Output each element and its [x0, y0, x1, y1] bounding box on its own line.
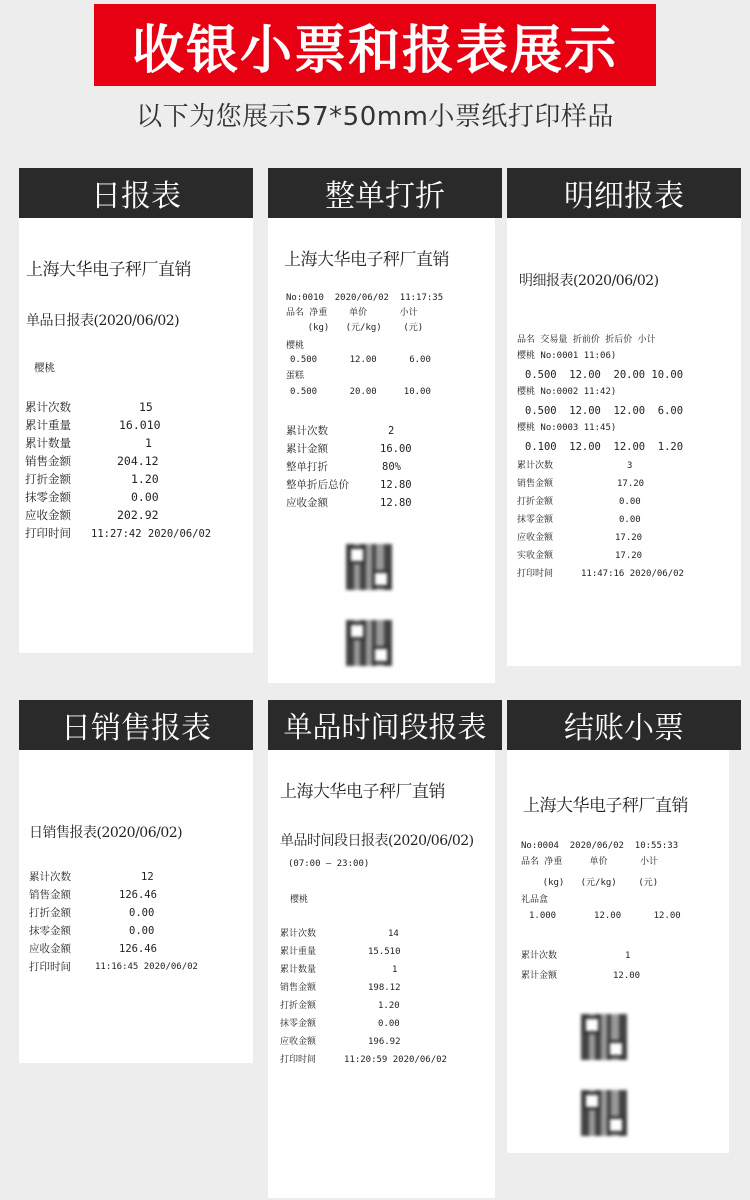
receipt-paper: [268, 750, 495, 1198]
card-daily-sales-report: [19, 700, 253, 1063]
row-value: 17.20: [617, 479, 645, 489]
item-values: 0.100 12.00 12.00 1.20: [525, 441, 684, 453]
shop-name: 上海大华电子秤厂直销: [284, 250, 449, 270]
row-label: 抹零金额: [29, 925, 71, 937]
print-time: 11:16:45 2020/06/02: [95, 962, 198, 972]
row-label: 打折金额: [29, 907, 71, 919]
row-label: 打折金额: [25, 472, 71, 486]
card-detail-report: [507, 168, 741, 666]
row-value: 12: [141, 871, 154, 883]
row-label: 应收金额: [517, 533, 554, 543]
row-label: 累计数量: [25, 436, 71, 450]
row-label: 累计次数: [286, 425, 328, 437]
row-value: 17.20: [615, 533, 643, 543]
order-number-line: No:0010 2020/06/02 11:17:35: [286, 293, 444, 303]
row-value: 204.12: [117, 454, 159, 468]
row-value: 196.92: [368, 1037, 401, 1047]
row-value: 12.80: [380, 479, 412, 491]
table-header: 品名 交易量 折前价 折后价 小计: [517, 335, 656, 345]
row-value: 16.00: [380, 443, 412, 455]
shop-name: 上海大华电子秤厂直销: [523, 796, 688, 816]
row-value: 2: [388, 425, 395, 437]
item-line: 樱桃 No:0001 11:06): [517, 351, 617, 361]
order-number-line: No:0004 2020/06/02 10:55:33: [521, 841, 679, 851]
row-label: 累计金额: [521, 971, 558, 981]
row-label: 累计金额: [286, 443, 328, 455]
row-value: 1: [392, 965, 398, 975]
item-name: 樱桃: [34, 362, 55, 374]
item-name: 蛋糕: [286, 371, 305, 381]
print-time: 11:47:16 2020/06/02: [581, 569, 684, 579]
table-header: 品名 净重 单价 小计: [286, 308, 418, 318]
row-value: 16.010: [119, 418, 161, 432]
row-value: 80%: [382, 461, 401, 473]
row-label: 销售金额: [29, 889, 71, 901]
table-header: 品名 净重 单价 小计: [521, 857, 659, 867]
row-value: 15.510: [368, 947, 401, 957]
row-label: 累计数量: [280, 965, 317, 975]
row-label: 打折金额: [517, 497, 554, 507]
receipt-paper: [19, 218, 253, 653]
card-order-discount: [268, 168, 502, 683]
row-value: 0.00: [619, 497, 641, 507]
row-label: 累计次数: [521, 951, 558, 961]
row-value: 0.00: [619, 515, 641, 525]
row-value: 0.00: [129, 925, 155, 937]
item-line: 樱桃 No:0002 11:42): [517, 387, 617, 397]
row-value: 126.46: [119, 889, 157, 901]
row-label: 累计次数: [25, 400, 71, 414]
row-value: 0.00: [131, 490, 159, 504]
table-header-units: (kg) (元/kg) (元): [286, 323, 424, 333]
row-value: 198.12: [368, 983, 401, 993]
row-label: 销售金额: [280, 983, 317, 993]
row-value: 0.00: [378, 1019, 400, 1029]
row-value: 17.20: [615, 551, 643, 561]
row-label: 累计次数: [280, 929, 317, 939]
row-value: 202.92: [117, 508, 159, 522]
row-label: 应收金额: [29, 943, 71, 955]
row-value: 1.20: [378, 1001, 400, 1011]
print-time: 11:20:59 2020/06/02: [344, 1055, 447, 1065]
receipt-paper: [19, 750, 253, 1063]
card-title: 日报表: [19, 168, 253, 218]
report-title: 日销售报表(2020/06/02): [29, 825, 183, 841]
row-value: 126.46: [119, 943, 157, 955]
shop-name: 上海大华电子秤厂直销: [26, 260, 191, 280]
row-label: 整单折后总价: [286, 479, 349, 491]
card-checkout-receipt: [507, 700, 741, 1153]
item-line: 樱桃 No:0003 11:45): [517, 423, 617, 433]
card-item-timerange-report: [268, 700, 502, 1198]
row-value: 3: [627, 461, 633, 471]
card-title: 整单打折: [268, 168, 502, 218]
row-label: 累计次数: [29, 871, 71, 883]
shop-name: 上海大华电子秤厂直销: [280, 782, 445, 802]
row-label: 累计次数: [517, 461, 554, 471]
row-label: 应收金额: [25, 508, 71, 522]
row-value: 0.00: [129, 907, 155, 919]
item-name: 樱桃: [290, 895, 309, 905]
print-time-label: 打印时间: [25, 526, 71, 540]
item-values: 1.000 12.00 12.00: [529, 911, 681, 921]
row-label: 打折金额: [280, 1001, 317, 1011]
row-label: 应收金额: [280, 1037, 317, 1047]
row-value: 1: [625, 951, 631, 961]
table-header-units: (kg) (元/kg) (元): [521, 878, 659, 888]
row-value: 14: [388, 929, 399, 939]
receipt-paper: [507, 218, 741, 666]
row-value: 1.20: [131, 472, 159, 486]
receipt-paper: [507, 750, 729, 1153]
item-name: 礼品盒: [521, 895, 549, 905]
page-subtitle: 以下为您展示57*50mm小票纸打印样品: [136, 102, 614, 132]
card-title: 日销售报表: [19, 700, 253, 750]
row-label: 实收金额: [517, 551, 554, 561]
receipt-paper: [268, 218, 495, 683]
print-time-label: 打印时间: [517, 569, 554, 579]
item-values: 0.500 12.00 6.00: [290, 355, 431, 365]
report-title: 单品时间段日报表(2020/06/02): [280, 833, 474, 849]
item-values: 0.500 12.00 12.00 6.00: [525, 405, 684, 417]
page-banner: 收银小票和报表展示: [94, 4, 656, 86]
report-title: 明细报表(2020/06/02): [519, 273, 659, 289]
item-name: 樱桃: [286, 341, 305, 351]
report-title: 单品日报表(2020/06/02): [26, 313, 180, 329]
item-values: 0.500 12.00 20.00 10.00: [525, 369, 684, 381]
qr-code-icon: [346, 620, 392, 666]
item-values: 0.500 20.00 10.00: [290, 387, 431, 397]
time-range: (07:00 — 23:00): [288, 859, 370, 869]
card-title: 结账小票: [507, 700, 741, 750]
print-time-label: 打印时间: [29, 961, 71, 973]
card-title: 单品时间段报表: [268, 700, 502, 750]
card-daily-report: [19, 168, 253, 653]
row-value: 12.80: [380, 497, 412, 509]
row-label: 累计重量: [25, 418, 71, 432]
row-label: 累计重量: [280, 947, 317, 957]
row-label: 抹零金额: [517, 515, 554, 525]
qr-code-icon: [581, 1090, 627, 1136]
print-time: 11:27:42 2020/06/02: [91, 528, 212, 540]
print-time-label: 打印时间: [280, 1055, 317, 1065]
row-label: 销售金额: [25, 454, 71, 468]
row-value: 12.00: [613, 971, 641, 981]
row-value: 1: [145, 436, 152, 450]
qr-code-icon: [581, 1014, 627, 1060]
row-label: 抹零金额: [280, 1019, 317, 1029]
card-title: 明细报表: [507, 168, 741, 218]
row-label: 整单打折: [286, 461, 328, 473]
qr-code-icon: [346, 544, 392, 590]
row-label: 应收金额: [286, 497, 328, 509]
row-value: 15: [139, 400, 153, 414]
row-label: 销售金额: [517, 479, 554, 489]
row-label: 抹零金额: [25, 490, 71, 504]
